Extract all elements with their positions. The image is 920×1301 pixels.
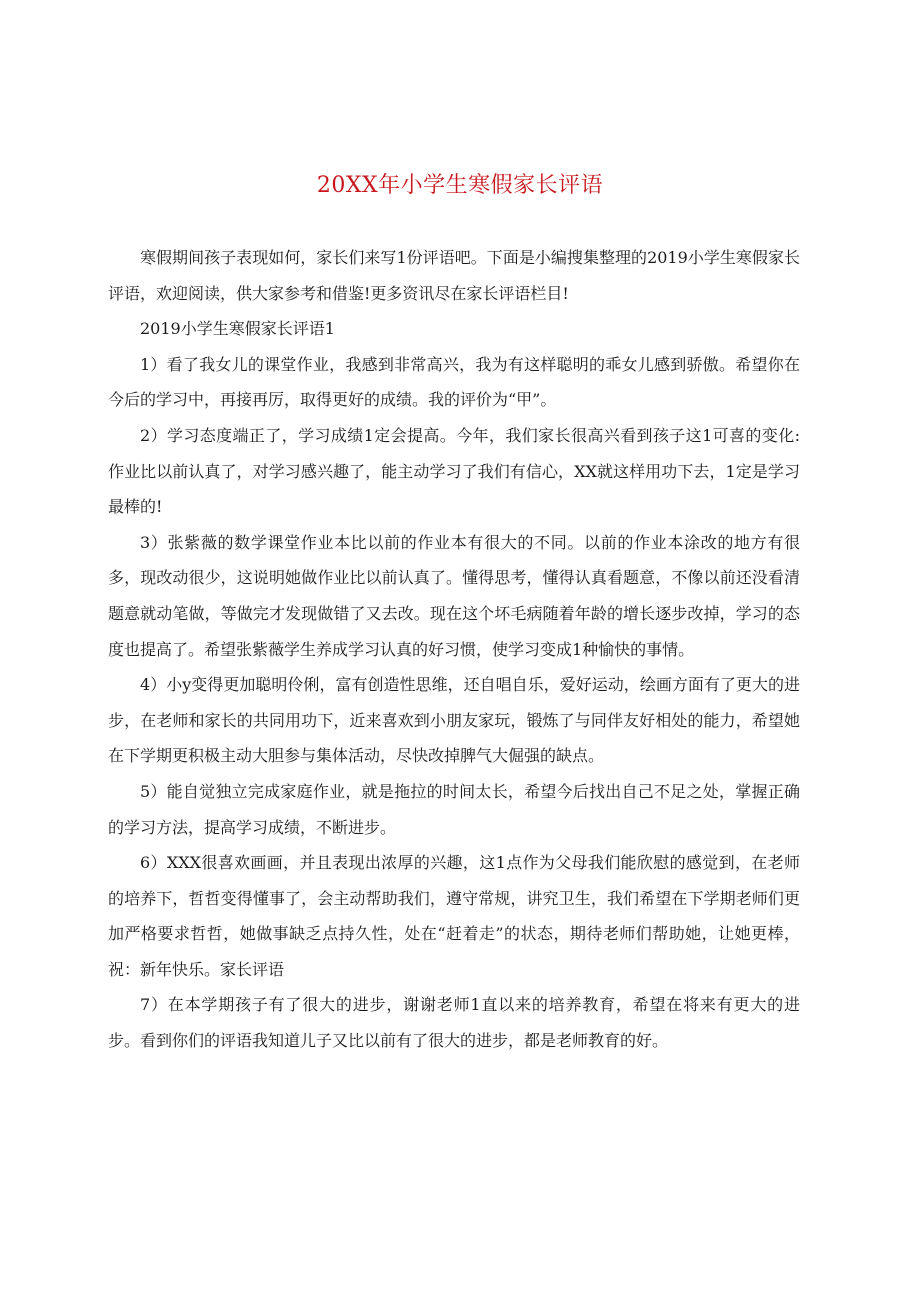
comment-paragraph-3: 3）张紫薇的数学课堂作业本比以前的作业本有很大的不同。以前的作业本涂改的地方有很多，现改动很少，这说明她做作业比以前认真了。懂得思考，懂得认真看题意，不像以前还没看清题意就动笔做，等做完才发现做错了又去改。现在这个坏毛病随着年龄的增长逐步改掉，学习的态度也提高了。希望张紫薇学生养成学习认真的好习惯，使学习变成1种愉快的事情。 — [108, 532, 800, 659]
comment-paragraph-5: 5）能自觉独立完成家庭作业，就是拖拉的时间太长，希望今后找出自己不足之处，掌握正确的学习方法，提高学习成绩，不断进步。 — [108, 781, 800, 837]
section-heading: 2019小学生寒假家长评语1 — [140, 319, 335, 339]
document-body — [108, 240, 800, 1059]
comment-paragraph-7: 7）在本学期孩子有了很大的进步，谢谢老师1直以来的培养教育，希望在将来有更大的进步。看到你们的评语我知道儿子又比以前有了很大的进步，都是老师教育的好。 — [108, 995, 800, 1051]
comment-paragraph-2: 2）学习态度端正了，学习成绩1定会提高。今年，我们家长很高兴看到孩子这1可喜的变化: 作业比以前认真了，对学习感兴趣了，能主动学习了我们有信心，XX就这样用功下去，1定是学习最棒的! — [108, 425, 800, 517]
intro-paragraph: 寒假期间孩子表现如何，家长们来写1份评语吧。下面是小编搜集整理的2019小学生寒假家长评语，欢迎阅读，供大家参考和借鉴!更多资讯尽在家长评语栏目! — [108, 248, 800, 303]
comment-paragraph-4: 4）小y变得更加聪明伶俐，富有创造性思维，还自唱自乐，爱好运动，绘画方面有了更大的进步，在老师和家长的共同用功下，近来喜欢到小朋友家玩，锻炼了与同伴友好相处的能力，希望她在下学期更积极主动大胆参与集体活动，尽快改掉脾气大倔强的缺点。 — [108, 675, 800, 766]
comment-paragraph-6: 6）XXX很喜欢画画，并且表现出浓厚的兴趣，这1点作为父母我们能欣慰的感觉到，在老师的培养下，哲哲变得懂事了，会主动帮助我们，遵守常规，讲究卫生，我们希望在下学期老师们更加严格要求哲哲，她做事缺乏点持久性，处在“赶着走”的状态，期待老师们帮助她，让她更棒，祝：新年快乐。家长评语 — [108, 853, 800, 979]
comment-paragraph-1: 1）看了我女儿的课堂作业，我感到非常高兴，我为有这样聪明的乖女儿感到骄傲。希望你在今后的学习中，再接再厉，取得更好的成绩。我的评价为“甲”。 — [108, 354, 800, 410]
document-title: 20XX年小学生寒假家长评语 — [316, 173, 604, 198]
